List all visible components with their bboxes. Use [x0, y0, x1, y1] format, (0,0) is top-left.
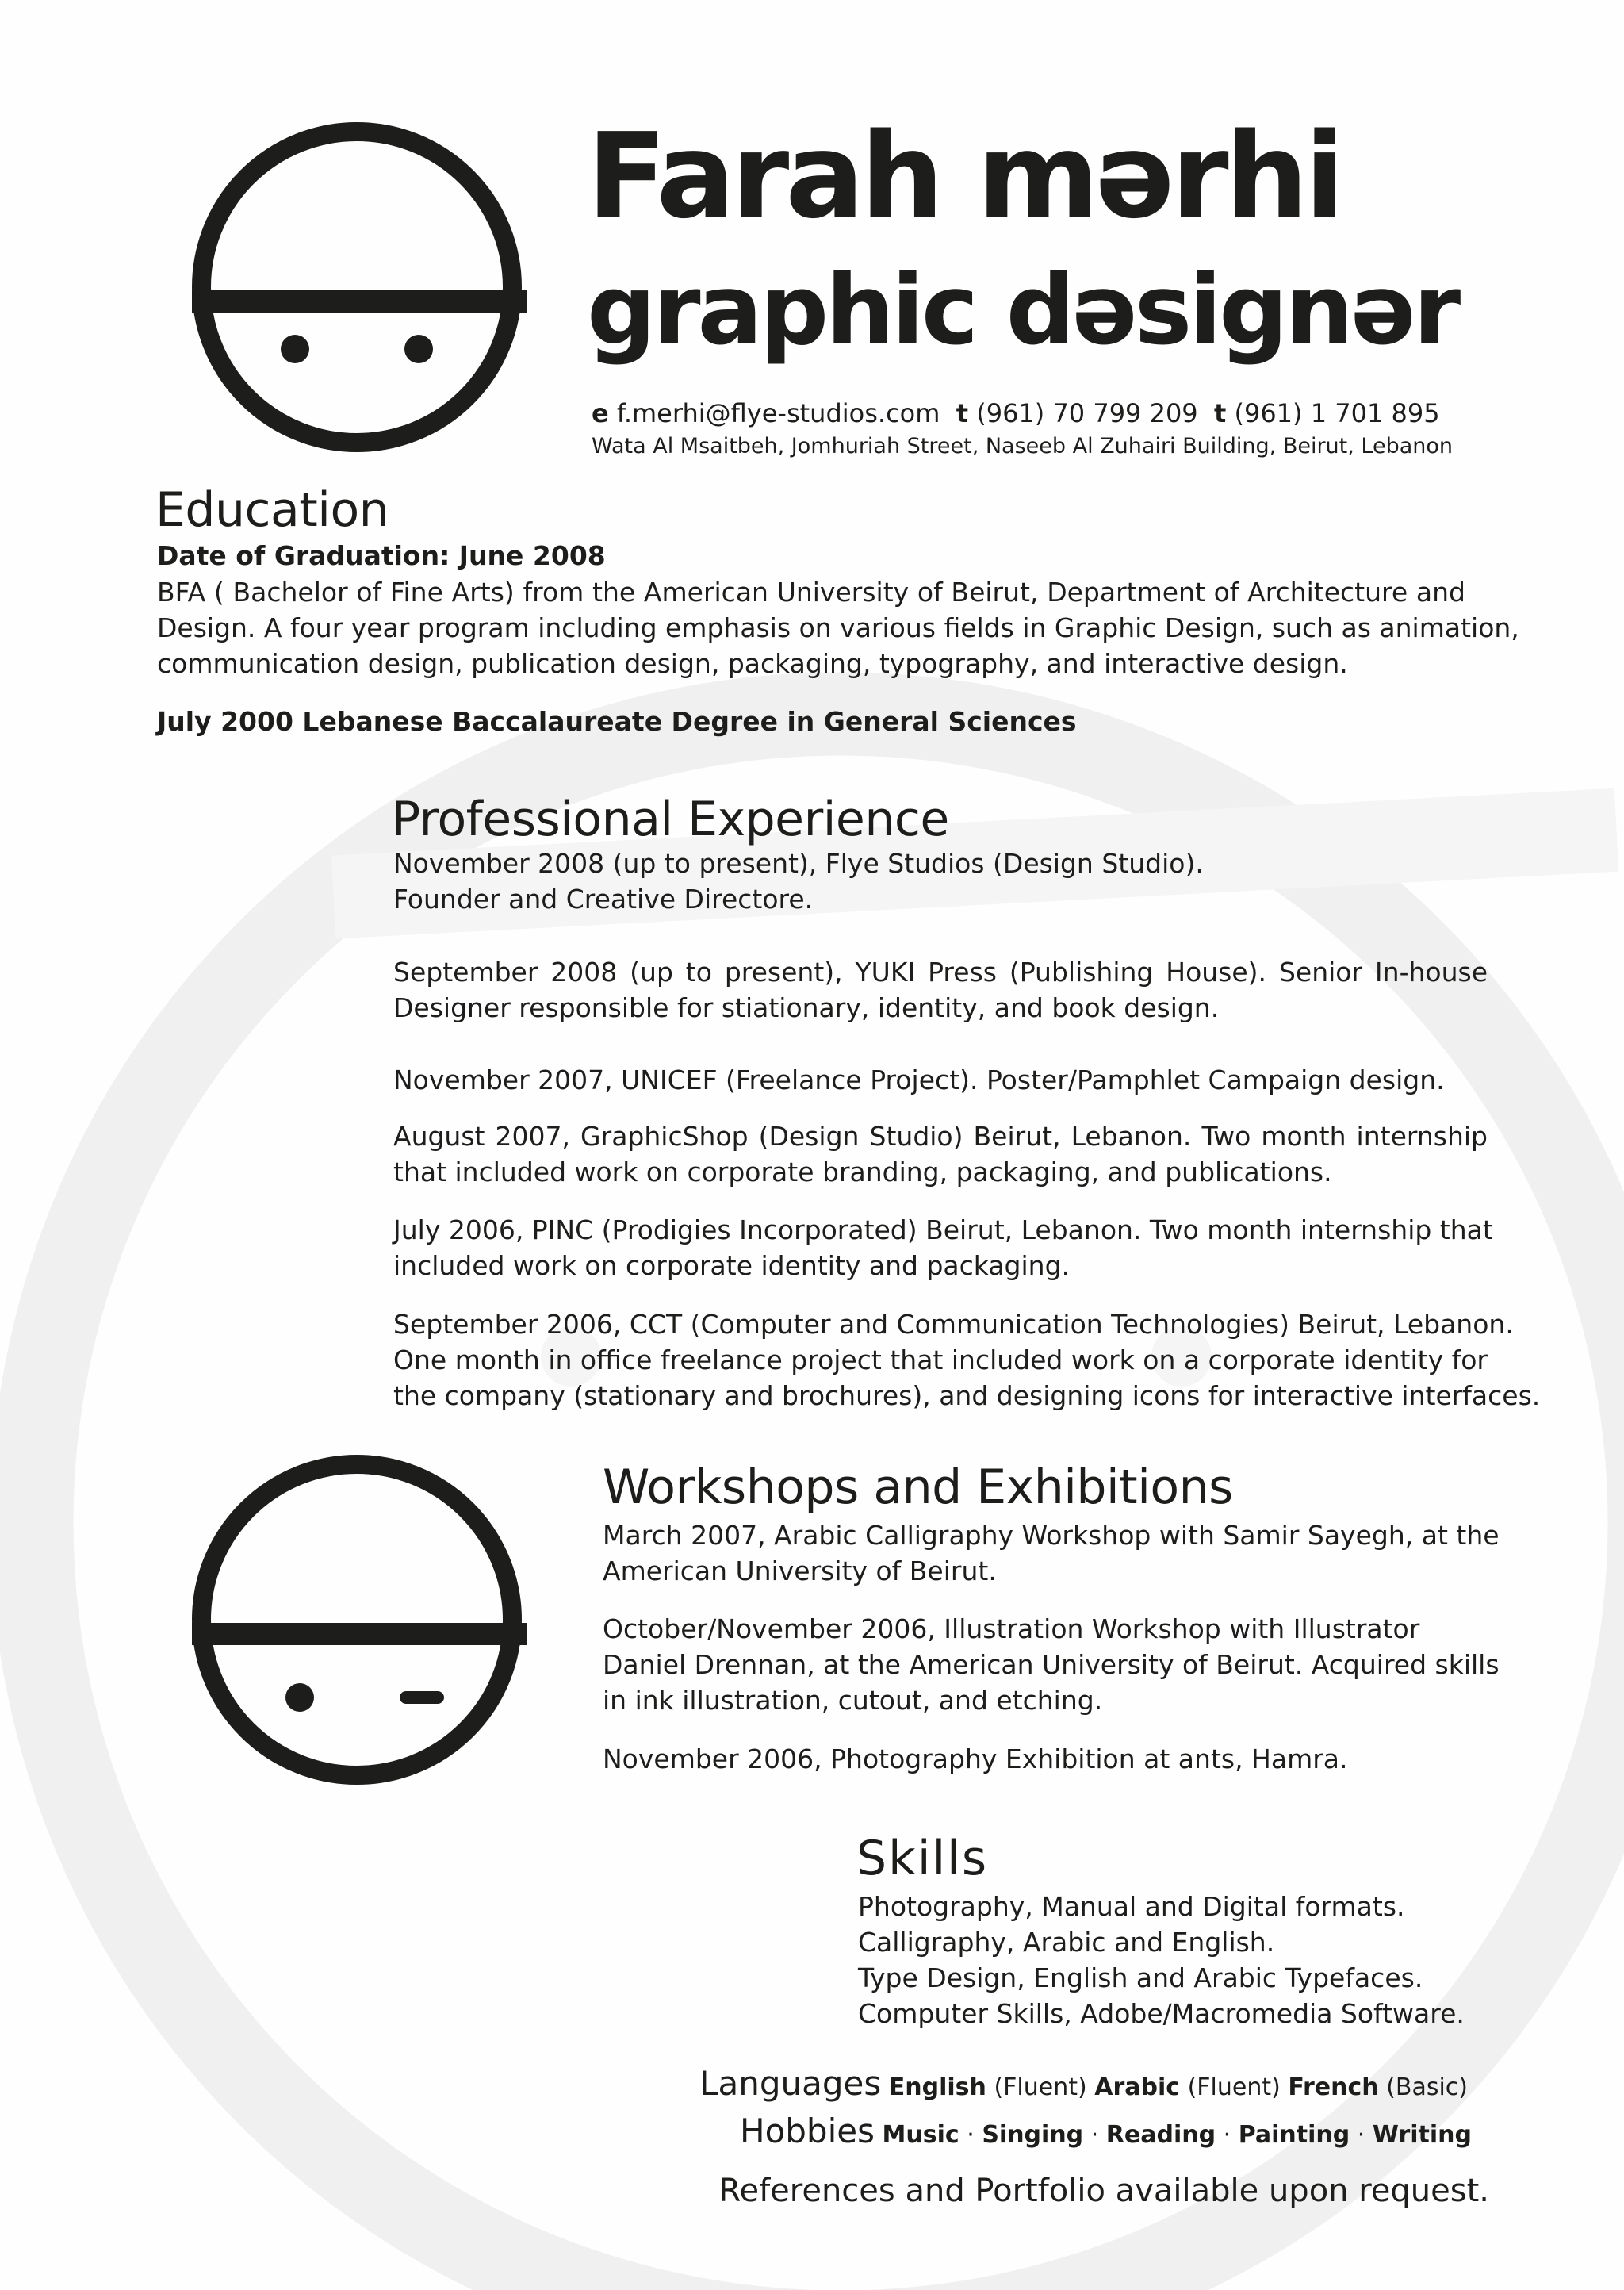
contact-line: [592, 398, 1440, 428]
hobby-item: Music: [882, 2121, 959, 2149]
phone-label: t: [1214, 398, 1227, 428]
hobby-item: Reading: [1105, 2121, 1216, 2149]
language-name: Arabic: [1094, 2073, 1181, 2101]
separator: ·: [1357, 2121, 1365, 2149]
language-name: French: [1288, 2073, 1379, 2101]
email-label: e: [592, 398, 609, 428]
experience-line: the company (stationary and brochures), and designing icons for interactive interfaces.: [393, 1380, 1541, 1411]
workshop-entry: [603, 1741, 1488, 1777]
experience-line: September 2006, CCT (Computer and Communication Technologies) Beirut, Lebanon.: [393, 1309, 1514, 1340]
experience-entry: [393, 1212, 1493, 1283]
bfa-line: BFA ( Bachelor of Fine Arts) from the American University of Beirut, Department of Architecture and: [157, 577, 1465, 608]
workshop-line: October/November 2006, Illustration Workshop with Illustrator: [603, 1613, 1420, 1644]
skills-list: [858, 1889, 1508, 2031]
workshop-entry: [603, 1517, 1500, 1589]
experience-entry: [393, 846, 1488, 917]
email-link[interactable]: f.merhi@flye-studios.com: [616, 398, 940, 428]
experience-entry: [393, 1062, 1488, 1098]
workshop-entry: [603, 1611, 1500, 1718]
language-level: (Fluent): [1187, 2073, 1281, 2101]
skill-item: Photography, Manual and Digital formats.: [858, 1891, 1405, 1922]
name-title: Farah mərhi: [587, 108, 1341, 244]
experience-line: November 2008 (up to present), Flye Studios (Design Studio).: [393, 848, 1204, 879]
experience-line: November 2007, UNICEF (Freelance Project). Poster/Pamphlet Campaign design.: [393, 1064, 1445, 1095]
education-heading: Education: [155, 482, 389, 538]
experience-heading: Professional Experience: [392, 792, 949, 847]
hobbies-label: Hobbies: [739, 2112, 875, 2150]
experience-line: July 2006, PINC (Prodigies Incorporated) Beirut, Lebanon. Two month internship that: [393, 1214, 1493, 1245]
language-level: (Fluent): [994, 2073, 1087, 2101]
phone-1: (961) 70 799 209: [976, 398, 1198, 428]
experience-line: One month in office freelance project that included work on a corporate identity for: [393, 1344, 1488, 1375]
hobby-item: Writing: [1372, 2121, 1472, 2149]
workshops-heading: Workshops and Exhibitions: [603, 1460, 1233, 1515]
separator: ·: [1223, 2121, 1231, 2149]
experience-line: Founder and Creative Directore.: [393, 884, 814, 915]
workshop-line: American University of Beirut.: [603, 1555, 997, 1586]
experience-line: that included work on corporate branding, packaging, and publications.: [393, 1157, 1332, 1187]
hobbies-line: [740, 2113, 1472, 2154]
baccalaureate: July 2000 Lebanese Baccalaureate Degree in General Sciences: [157, 706, 1077, 737]
language-name: English: [888, 2073, 986, 2101]
languages-line: [699, 2066, 1468, 2106]
workshop-line: in ink illustration, cutout, and etching.: [603, 1685, 1103, 1716]
language-level: (Basic): [1386, 2073, 1468, 2101]
experience-entry: [393, 1118, 1488, 1190]
workshop-line: Daniel Drennan, at the American University of Beirut. Acquired skills: [603, 1649, 1500, 1680]
skill-item: Computer Skills, Adobe/Macromedia Software.: [858, 1998, 1465, 2029]
graduation-date: Date of Graduation: June 2008: [157, 540, 606, 571]
workshop-line: March 2007, Arabic Calligraphy Workshop with Samir Sayegh, at the: [603, 1520, 1500, 1551]
experience-entry: [393, 954, 1488, 1026]
phone-label: t: [956, 398, 969, 428]
experience-entry: [393, 1306, 1541, 1414]
address-line: Wata Al Msaitbeh, Jomhuriah Street, Naseeb Al Zuhairi Building, Beirut, Lebanon: [592, 434, 1454, 458]
languages-label: Languages: [699, 2064, 882, 2103]
hobby-item: Painting: [1238, 2121, 1350, 2149]
skill-item: Type Design, English and Arabic Typefaces.: [858, 1962, 1423, 1993]
role-title: graphic dəsignər: [587, 254, 1458, 366]
experience-line: August 2007, GraphicShop (Design Studio) Beirut, Lebanon. Two month internship: [393, 1121, 1488, 1152]
skill-item: Calligraphy, Arabic and English.: [858, 1927, 1275, 1958]
separator: ·: [1090, 2121, 1099, 2149]
experience-line: Designer responsible for stiationary, identity, and book design.: [393, 992, 1220, 1023]
logo-face-wink-icon: [187, 1450, 527, 1789]
bfa-line: communication design, publication design, packaging, typography, and interactive design.: [157, 648, 1348, 679]
skills-heading: Skills: [856, 1831, 989, 1886]
workshop-line: November 2006, Photography Exhibition at ants, Hamra.: [603, 1743, 1348, 1774]
phone-2: (961) 1 701 895: [1234, 398, 1440, 428]
hobby-item: Singing: [982, 2121, 1084, 2149]
bfa-description: [157, 574, 1519, 681]
separator: ·: [967, 2121, 975, 2149]
references-note: References and Portfolio available upon request.: [718, 2173, 1489, 2209]
experience-line: September 2008 (up to present), YUKI Press (Publishing House). Senior In-house: [393, 957, 1488, 988]
logo-face-icon: [187, 117, 527, 457]
experience-line: included work on corporate identity and packaging.: [393, 1250, 1071, 1281]
bfa-line: Design. A four year program including emphasis on various fields in Graphic Design, such as animation,: [157, 612, 1519, 643]
